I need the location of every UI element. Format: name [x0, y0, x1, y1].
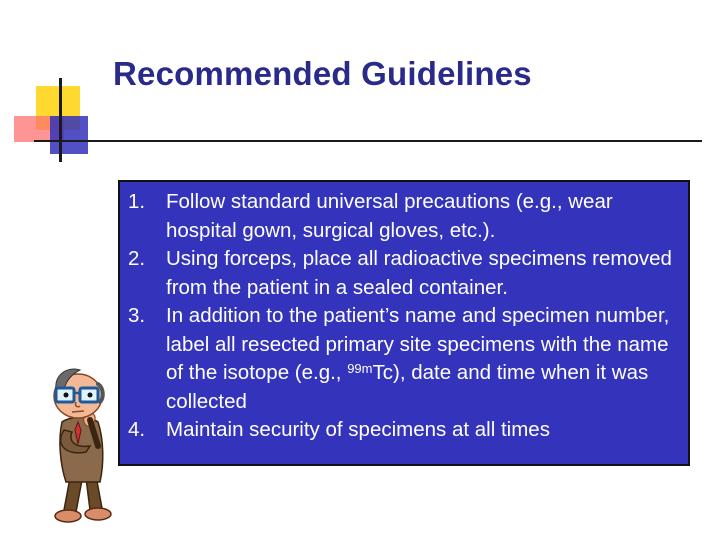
list-item	[128, 302, 684, 416]
guidelines-list	[128, 188, 684, 445]
list-item-text: In addition to the patient’s name and specimen number, label all resected primary site specimens with the name of the isotope (e.g.,	[166, 304, 670, 384]
list-item-number: 4.	[128, 418, 146, 441]
list-item-number: 3.	[128, 304, 146, 327]
isotope-symbol: Tc	[372, 361, 393, 384]
title-underline	[34, 140, 702, 142]
list-item-text: Maintain security of specimens at all times	[166, 418, 550, 441]
decor-vertical-line	[59, 78, 62, 162]
decor-blue-square	[50, 116, 88, 154]
list-item-number: 2.	[128, 247, 146, 270]
thinking-professor-icon	[28, 360, 128, 530]
guidelines-box	[118, 180, 690, 466]
list-item-text: Follow standard universal precautions (e.g., wear hospital gown, surgical gloves, etc.).	[166, 190, 613, 242]
slide-title: Recommended Guidelines	[113, 55, 532, 92]
list-item-text-end: ), date and time when it was collected	[166, 361, 649, 413]
list-item	[128, 245, 684, 302]
list-item-text: Using forceps, place all radioactive specimens removed from the patient in a sealed container.	[166, 247, 672, 299]
list-item-number: 1.	[128, 190, 146, 213]
isotope-mass-number: 99m	[347, 361, 373, 376]
list-item	[128, 188, 684, 245]
list-item	[128, 416, 684, 445]
